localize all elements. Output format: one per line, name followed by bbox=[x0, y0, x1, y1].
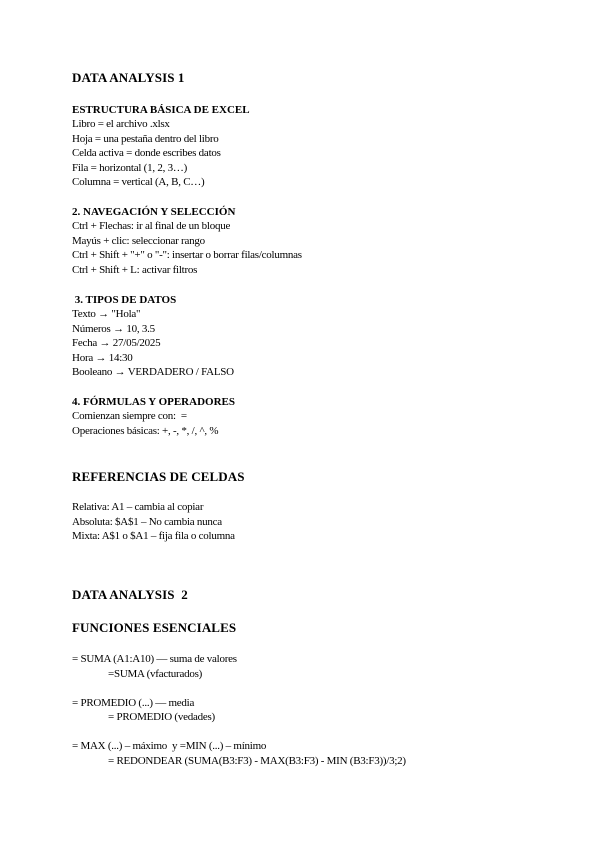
text-line: Absoluta: $A$1 – No cambia nunca bbox=[72, 516, 222, 528]
text-line: Celda activa = donde escribes datos bbox=[72, 147, 221, 159]
function-line: = PROMEDIO (...) — media bbox=[72, 697, 195, 709]
heading-tipos-de-datos: 3. TIPOS DE DATOS bbox=[72, 294, 177, 306]
heading-referencias: REFERENCIAS DE CELDAS bbox=[72, 469, 245, 484]
text-line: Mayús + clic: seleccionar rango bbox=[72, 235, 205, 247]
heading-formulas: 4. FÓRMULAS Y OPERADORES bbox=[72, 396, 235, 408]
text-line: Ctrl + Shift + L: activar filtros bbox=[72, 264, 198, 276]
title-data-analysis-2: DATA ANALYSIS 2 bbox=[72, 587, 188, 602]
heading-navegacion: 2. NAVEGACIÓN Y SELECCIÓN bbox=[72, 206, 236, 218]
text-line: Columna = vertical (A, B, C…) bbox=[72, 176, 205, 188]
function-example: = PROMEDIO (vedades) bbox=[108, 711, 215, 723]
text-line: Hora → 14:30 bbox=[72, 352, 133, 364]
heading-estructura: ESTRUCTURA BÁSICA DE EXCEL bbox=[72, 104, 250, 116]
text-line: Ctrl + Flechas: ir al final de un bloque bbox=[72, 220, 231, 232]
text-line: Operaciones básicas: +, -, *, /, ^, % bbox=[72, 425, 219, 437]
text-line: Fila = horizontal (1, 2, 3…) bbox=[72, 162, 187, 174]
function-line: = MAX (...) – máximo y =MIN (...) – mínimo bbox=[72, 740, 267, 752]
text-line: Relativa: A1 – cambia al copiar bbox=[72, 501, 204, 513]
heading-funciones: FUNCIONES ESENCIALES bbox=[72, 620, 237, 635]
text-line: Hoja = una pestaña dentro del libro bbox=[72, 133, 219, 145]
text-line: Mixta: A$1 o $A1 – fija fila o columna bbox=[72, 530, 235, 542]
function-line: = SUMA (A1:A10) — suma de valores bbox=[72, 653, 237, 665]
text-line: Libro = el archivo .xlsx bbox=[72, 118, 170, 130]
function-example: =SUMA (vfacturados) bbox=[108, 668, 203, 680]
text-line: Fecha → 27/05/2025 bbox=[72, 337, 161, 349]
text-line: Ctrl + Shift + "+" o "-": insertar o borrar filas/columnas bbox=[72, 249, 302, 261]
text-line: Números → 10, 3.5 bbox=[72, 323, 155, 335]
text-line: Texto → "Hola" bbox=[72, 308, 141, 320]
function-example: = REDONDEAR (SUMA(B3:F3) - MAX(B3:F3) - MIN (B3:F3))/3;2) bbox=[108, 755, 406, 767]
text-line: Booleano → VERDADERO / FALSO bbox=[72, 366, 234, 378]
text-line: Comienzan siempre con: = bbox=[72, 410, 187, 422]
title-data-analysis-1: DATA ANALYSIS 1 bbox=[72, 70, 185, 85]
